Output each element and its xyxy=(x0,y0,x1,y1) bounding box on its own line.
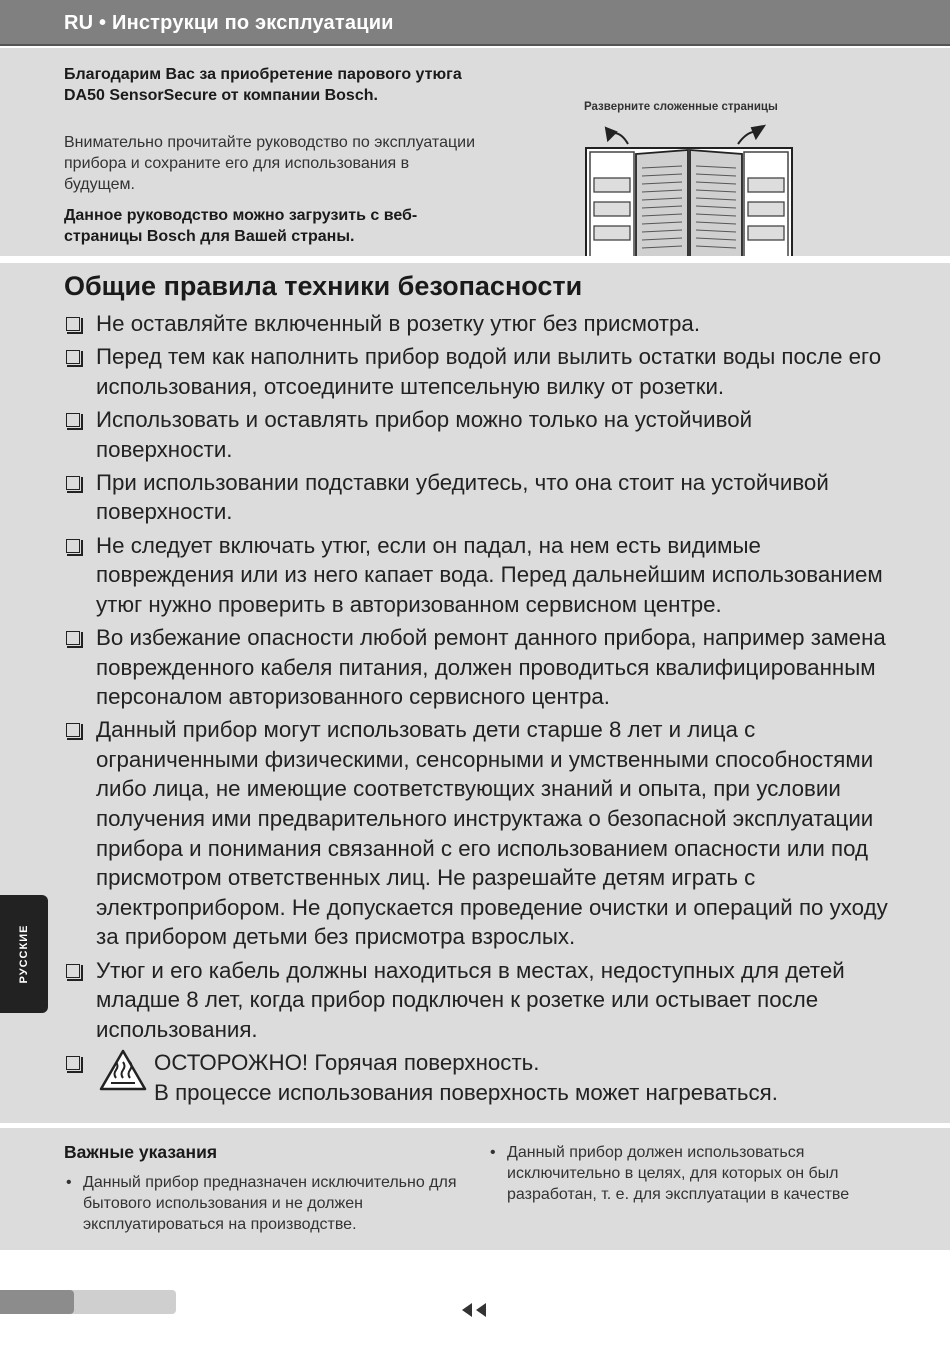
checkbox-square-icon xyxy=(66,964,80,978)
hot-surface-warning-icon xyxy=(98,1048,148,1092)
checkbox-square-icon xyxy=(66,1056,80,1070)
page-progress-bar xyxy=(0,1290,176,1314)
section-divider xyxy=(0,256,950,263)
checkbox-square-icon xyxy=(66,476,80,490)
warning-line-2: В процессе использования поверхность может нагреваться. xyxy=(154,1079,778,1105)
header-title: RU • Инструкци по эксплуатации xyxy=(64,12,394,34)
safety-title: Общие правила техники безопасности xyxy=(64,271,583,301)
checkbox-square-icon xyxy=(66,317,80,331)
safety-rule: Утюг и его кабель должны находиться в местах, недоступных для детей младше 8 лет, когда прибор подключен к розетке или остывает после использования. xyxy=(64,956,894,1045)
hot-surface-warning xyxy=(64,1048,894,1108)
header-bar xyxy=(0,0,950,46)
double-left-arrow-icon[interactable] xyxy=(460,1300,490,1320)
safety-rule: Не следует включать утюг, если он падал, на нем есть видимые повреждения или из него капает вода. Перед дальнейшим использованием утюг нужно проверить в авторизованном сервисном центре. xyxy=(64,531,894,620)
safety-rule: Данный прибор могут использовать дети старше 8 лет и лица с ограниченными физическими, сенсорными и умственными способностями либо лица, не имеющие соответствующих знаний и опыта, при условии получения ими предварительного инструктажа о безопасной эксплуатации прибора и понимания связанной с его использованием опасности или под присмотром ответственных лиц. Не разрешайте детям играть с электроприбором. Не допускается проведение очистки и операций по уходу за прибором детьми без присмотра взрослых. xyxy=(64,715,894,952)
important-title: Важные указания xyxy=(64,1142,218,1162)
list-item: • Данный прибор должен использоваться исключительно в целях, для которых он был разработан, т. е. для эксплуатации в качестве xyxy=(490,1144,850,1203)
language-tab-label: РУССКИЕ xyxy=(18,924,30,984)
safety-rule: Перед тем как наполнить прибор водой или вылить остатки воды после его использования, отсоедините штепсельную вилку от розетки. xyxy=(64,342,894,401)
list-item: • Данный прибор предназначен исключительно для бытового использования и не должен эксплуатироваться на производстве. xyxy=(66,1174,457,1233)
progress-fill xyxy=(0,1290,74,1314)
fold-caption: Разверните сложенные страницы xyxy=(584,101,778,113)
safety-rules-list xyxy=(64,309,894,1112)
warning-line-1: ОСТОРОЖНО! Горячая поверхность. xyxy=(154,1050,540,1075)
important-notes-section xyxy=(0,1128,950,1250)
checkbox-square-icon xyxy=(66,539,80,553)
intro-read-carefully: Внимательно прочитайте руководство по эксплуатации прибора и сохраните его для использования в будущем. xyxy=(64,134,476,193)
intro-section xyxy=(0,48,950,256)
safety-section xyxy=(0,263,950,1123)
checkbox-square-icon xyxy=(66,631,80,645)
intro-download-note: Данное руководство можно загрузить с веб-страницы Bosch для Вашей страны. xyxy=(64,207,418,245)
safety-rule: Не оставляйте включенный в розетку утюг без присмотра. xyxy=(64,309,894,339)
checkbox-square-icon xyxy=(66,723,80,737)
checkbox-square-icon xyxy=(66,350,80,364)
bullet-icon: • xyxy=(490,1144,496,1161)
important-right-list xyxy=(488,1142,908,1205)
safety-rule: При использовании подставки убедитесь, что она стоит на устойчивой поверхности. xyxy=(64,468,894,527)
checkbox-square-icon xyxy=(66,413,80,427)
bullet-icon: • xyxy=(66,1174,72,1191)
important-left-list xyxy=(64,1172,464,1235)
safety-rule: Использовать и оставлять прибор можно только на устойчивой поверхности. xyxy=(64,405,894,464)
intro-thanks: Благодарим Вас за приобретение парового утюга DA50 SensorSecure от компании Bosch. xyxy=(64,66,462,104)
language-side-tab[interactable] xyxy=(0,895,48,1013)
safety-rule: Во избежание опасности любой ремонт данного прибора, например замена поврежденного кабеля питания, должен проводиться квалифицированным персоналом авторизованного сервисного центра. xyxy=(64,623,894,712)
